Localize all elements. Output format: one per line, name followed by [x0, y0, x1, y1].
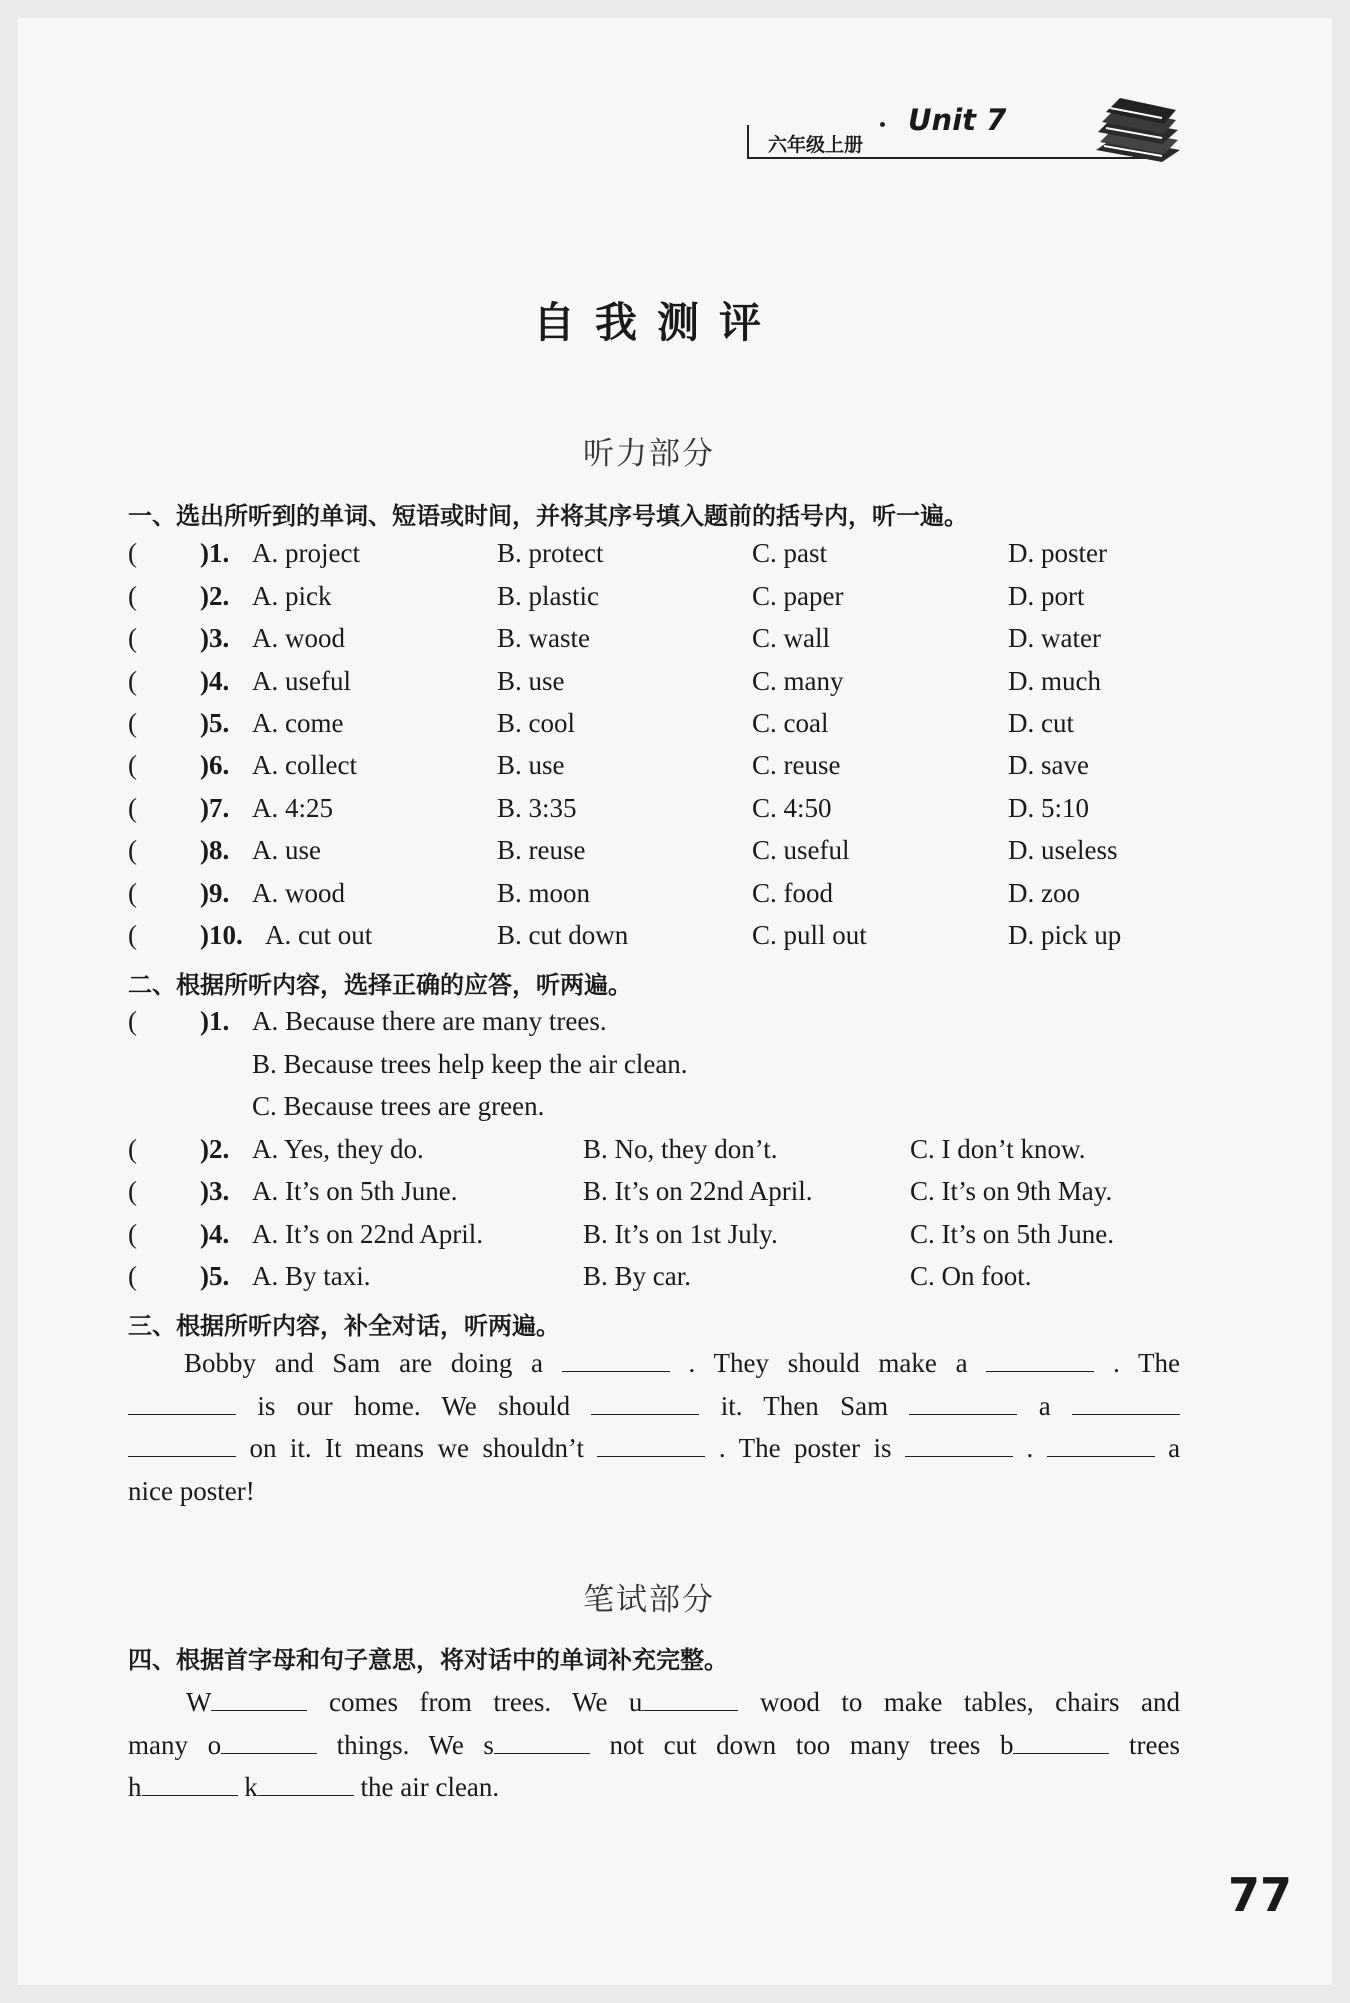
paren-open: (: [128, 1134, 137, 1164]
option-a: A. By taxi.: [252, 1261, 371, 1291]
question-number: )2.: [200, 1134, 230, 1164]
option-d: D. port: [1008, 581, 1085, 611]
option-c: C. It’s on 5th June.: [910, 1219, 1115, 1249]
option-c: C. coal: [752, 708, 829, 738]
part2-instruction: 二、根据所听内容，选择正确的应答，听两遍。: [128, 971, 632, 999]
question-number: )9.: [200, 878, 230, 908]
option-a: A. cut out: [265, 920, 373, 950]
option-c: C. paper: [752, 581, 844, 611]
header-dot: [880, 122, 885, 127]
option-a: A. It’s on 5th June.: [252, 1176, 458, 1206]
grade-label: 六年级上册: [768, 134, 864, 156]
question-number: )3.: [200, 1176, 230, 1206]
paren-open: (: [128, 1219, 137, 1249]
option-b: B. It’s on 22nd April.: [583, 1176, 813, 1206]
paren-open: (: [128, 878, 137, 908]
option-a: A. 4:25: [252, 793, 333, 823]
paren-open: (: [128, 920, 137, 950]
paren-open: (: [128, 1261, 137, 1291]
option-c: C. pull out: [752, 920, 867, 950]
question-number: )2.: [200, 581, 230, 611]
option-b: B. No, they don’t.: [583, 1134, 778, 1164]
option-b: B. moon: [497, 878, 591, 908]
answer-blank[interactable]: [905, 1432, 1013, 1457]
part3-line-1: Bobby and Sam are doing a . They should make a . The: [184, 1348, 1181, 1378]
answer-blank[interactable]: [909, 1390, 1017, 1415]
option-d: D. 5:10: [1008, 793, 1089, 823]
option-b: B. 3:35: [497, 793, 577, 823]
paren-open: (: [128, 708, 137, 738]
option-d: D. much: [1008, 666, 1101, 696]
option-d: D. cut: [1008, 708, 1074, 738]
option-b: B. use: [497, 750, 565, 780]
option-d: D. save: [1008, 750, 1089, 780]
option-c: C. Because trees are green.: [252, 1091, 545, 1121]
part4-line-2: many o things. We s not cut down too many trees b trees: [128, 1730, 1181, 1760]
option-b: B. waste: [497, 623, 590, 653]
option-c: C. reuse: [752, 750, 841, 780]
paren-open: (: [128, 538, 137, 568]
paren-open: (: [128, 1006, 137, 1036]
option-a: A. project: [252, 538, 360, 568]
question-number: )4.: [200, 666, 230, 696]
option-a: A. wood: [252, 878, 345, 908]
part3-line-3: on it. It means we shouldn’t . The poster is . a: [128, 1427, 1180, 1469]
listening-heading: 听力部分: [583, 436, 715, 472]
paren-open: (: [128, 835, 137, 865]
answer-blank[interactable]: [211, 1686, 307, 1711]
question-number: )3.: [200, 623, 230, 653]
question-number: )6.: [200, 750, 230, 780]
part4-line-1: W comes from trees. We u wood to make tables, chairs and: [186, 1687, 1181, 1717]
option-c: C. On foot.: [910, 1261, 1032, 1291]
writing-heading: 笔试部分: [583, 1582, 715, 1618]
question-number: )7.: [200, 793, 230, 823]
option-b: B. cool: [497, 708, 575, 738]
answer-blank[interactable]: [1072, 1390, 1180, 1415]
answer-blank[interactable]: [597, 1432, 705, 1457]
answer-blank[interactable]: [128, 1390, 236, 1415]
option-b: B. protect: [497, 538, 604, 568]
part4-line-3: h k the air clean.: [128, 1772, 500, 1802]
option-d: D. useless: [1008, 835, 1118, 865]
option-b: B. It’s on 1st July.: [583, 1219, 778, 1249]
option-a: A. collect: [252, 750, 357, 780]
option-b: B. plastic: [497, 581, 599, 611]
question-number: )1.: [200, 538, 230, 568]
option-a: A. useful: [252, 666, 351, 696]
answer-blank[interactable]: [642, 1686, 738, 1711]
part3-line-2: is our home. We should it. Then Sam a: [128, 1385, 1180, 1427]
part3-line-4: nice poster!: [128, 1476, 255, 1506]
paren-open: (: [128, 1176, 137, 1206]
page-number: 77: [1228, 1868, 1293, 1922]
option-a: A. wood: [252, 623, 345, 653]
paren-open: (: [128, 666, 137, 696]
option-d: D. poster: [1008, 538, 1107, 568]
part4-instruction: 四、根据首字母和句子意思，将对话中的单词补充完整。: [128, 1646, 728, 1674]
paren-open: (: [128, 793, 137, 823]
option-a: A. It’s on 22nd April.: [252, 1219, 484, 1249]
option-b: B. cut down: [497, 920, 629, 950]
option-a: A. come: [252, 708, 344, 738]
part1-instruction: 一、选出所听到的单词、短语或时间，并将其序号填入题前的括号内，听一遍。: [128, 502, 968, 530]
part3-instruction: 三、根据所听内容，补全对话，听两遍。: [128, 1312, 560, 1340]
option-a: A. Because there are many trees.: [252, 1006, 607, 1036]
option-a: A. use: [252, 835, 321, 865]
question-number: )10.: [200, 920, 243, 950]
option-c: C. past: [752, 538, 828, 568]
option-a: A. pick: [252, 581, 332, 611]
answer-blank[interactable]: [1013, 1729, 1109, 1754]
answer-blank[interactable]: [258, 1771, 354, 1796]
option-d: D. pick up: [1008, 920, 1122, 950]
option-d: D. zoo: [1008, 878, 1080, 908]
paren-open: (: [128, 750, 137, 780]
question-number: )4.: [200, 1219, 230, 1249]
option-c: C. food: [752, 878, 833, 908]
answer-blank[interactable]: [494, 1729, 590, 1754]
question-number: )5.: [200, 1261, 230, 1291]
option-c: C. It’s on 9th May.: [910, 1176, 1113, 1206]
option-b: B. reuse: [497, 835, 586, 865]
option-b: B. Because trees help keep the air clean.: [252, 1049, 688, 1079]
option-b: B. By car.: [583, 1261, 691, 1291]
option-d: D. water: [1008, 623, 1101, 653]
option-c: C. many: [752, 666, 844, 696]
option-c: C. wall: [752, 623, 830, 653]
answer-blank[interactable]: [128, 1432, 236, 1457]
answer-blank[interactable]: [591, 1390, 699, 1415]
option-a: A. Yes, they do.: [252, 1134, 424, 1164]
question-number: )1.: [200, 1006, 230, 1036]
option-c: C. useful: [752, 835, 850, 865]
option-c: C. 4:50: [752, 793, 832, 823]
paren-open: (: [128, 623, 137, 653]
books-stack-icon: [1092, 92, 1182, 164]
unit-label: Unit 7: [908, 103, 1007, 137]
answer-blank[interactable]: [562, 1347, 670, 1372]
option-c: C. I don’t know.: [910, 1134, 1086, 1164]
option-b: B. use: [497, 666, 565, 696]
answer-blank[interactable]: [1047, 1432, 1155, 1457]
question-number: )5.: [200, 708, 230, 738]
paren-open: (: [128, 581, 137, 611]
page-title: 自我测评: [533, 298, 782, 347]
answer-blank[interactable]: [221, 1729, 317, 1754]
answer-blank[interactable]: [142, 1771, 238, 1796]
question-number: )8.: [200, 835, 230, 865]
answer-blank[interactable]: [986, 1347, 1094, 1372]
